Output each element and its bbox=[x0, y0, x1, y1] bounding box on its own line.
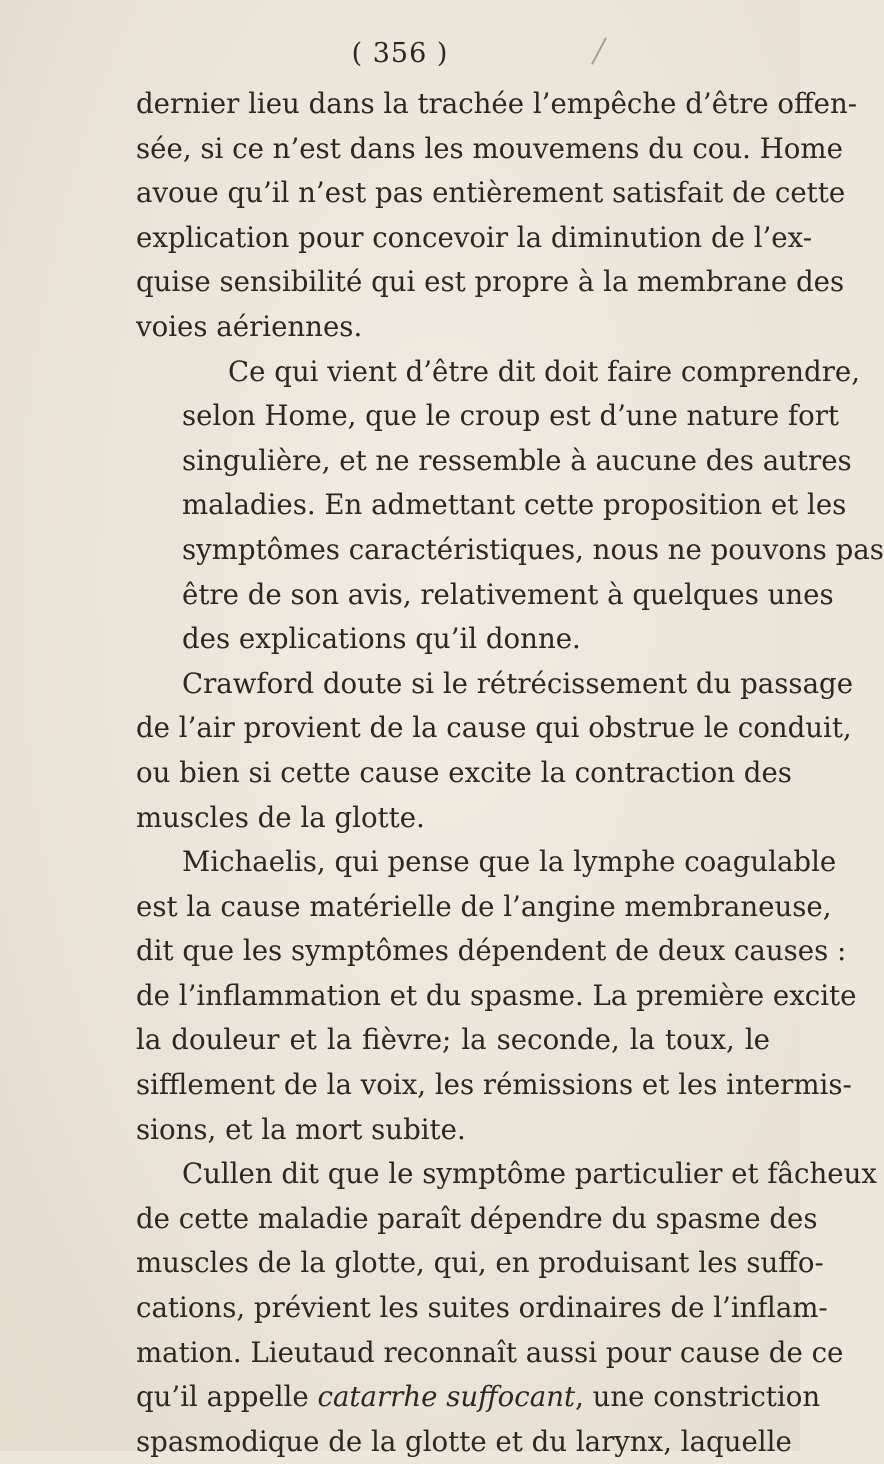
paragraph-5 bbox=[136, 1152, 877, 1464]
paragraph-1 bbox=[136, 82, 858, 350]
text-segment: , une constriction bbox=[575, 1380, 821, 1414]
text-line: la douleur et la fièvre; la seconde, la toux, le bbox=[136, 1023, 770, 1057]
text-line: spasmodique de la glotte et du larynx, laquelle bbox=[136, 1424, 792, 1458]
text-line-with-italic bbox=[136, 1375, 821, 1420]
text-line: muscles de la glotte, qui, en produisant les suffo- bbox=[136, 1246, 824, 1280]
text-line: sifflement de la voix, les rémissions et les intermis- bbox=[136, 1068, 852, 1102]
text-line: sée, si ce n’est dans les mouvemens du cou. Home bbox=[136, 131, 843, 165]
text-line: singulière, et ne ressemble à aucune des autres bbox=[182, 443, 852, 477]
text-line: Michaelis, qui pense que la lymphe coagulable bbox=[182, 845, 837, 879]
italic-term: catarrhe suffocant bbox=[317, 1380, 576, 1414]
paragraph-3 bbox=[136, 662, 854, 840]
text-segment: qu’il appelle bbox=[136, 1380, 318, 1414]
text-line: sions, et la mort subite. bbox=[136, 1112, 466, 1146]
text-line: symptômes caractéristiques, nous ne pouvons pas bbox=[182, 532, 884, 566]
text-line: Ce qui vient d’être dit doit faire comprendre, bbox=[228, 354, 861, 388]
body-text bbox=[136, 82, 884, 1464]
text-line: ou bien si cette cause excite la contraction des bbox=[136, 755, 792, 789]
text-line: muscles de la glotte. bbox=[136, 800, 425, 834]
text-line: cations, prévient les suites ordinaires de l’inflam- bbox=[136, 1291, 828, 1325]
text-line: être de son avis, relativement à quelques unes bbox=[182, 577, 834, 611]
text-line: selon Home, que le croup est d’une nature fort bbox=[182, 399, 840, 433]
page-number: ( 356 ) bbox=[351, 38, 449, 69]
paragraph-2 bbox=[136, 350, 884, 662]
text-line: dit que les symptômes dépendent de deux causes : bbox=[136, 934, 847, 968]
text-line: Cullen dit que le symptôme particulier et fâcheux bbox=[182, 1157, 877, 1191]
text-line: des explications qu’il donne. bbox=[182, 622, 581, 656]
text-line: dernier lieu dans la trachée l’empêche d’être offen- bbox=[136, 87, 858, 120]
text-line: maladies. En admettant cette proposition et les bbox=[182, 488, 847, 522]
text-line: explication pour concevoir la diminution de l’ex- bbox=[136, 220, 813, 254]
text-line: Crawford doute si le rétrécissement du passage bbox=[182, 666, 854, 700]
text-line: de l’air provient de la cause qui obstrue le conduit, bbox=[136, 711, 852, 745]
text-line: de l’inflammation et du spasme. La première excite bbox=[136, 978, 857, 1012]
paragraph-4 bbox=[136, 840, 857, 1152]
text-line: quise sensibilité qui est propre à la membrane des bbox=[136, 265, 845, 299]
text-line: mation. Lieutaud reconnaît aussi pour cause de ce bbox=[136, 1335, 844, 1369]
text-line: est la cause matérielle de l’angine membraneuse, bbox=[136, 889, 832, 923]
text-line: de cette maladie paraît dépendre du spasme des bbox=[136, 1201, 818, 1235]
text-line: avoue qu’il n’est pas entièrement satisfait de cette bbox=[136, 176, 846, 210]
text-line: voies aériennes. bbox=[136, 309, 363, 343]
